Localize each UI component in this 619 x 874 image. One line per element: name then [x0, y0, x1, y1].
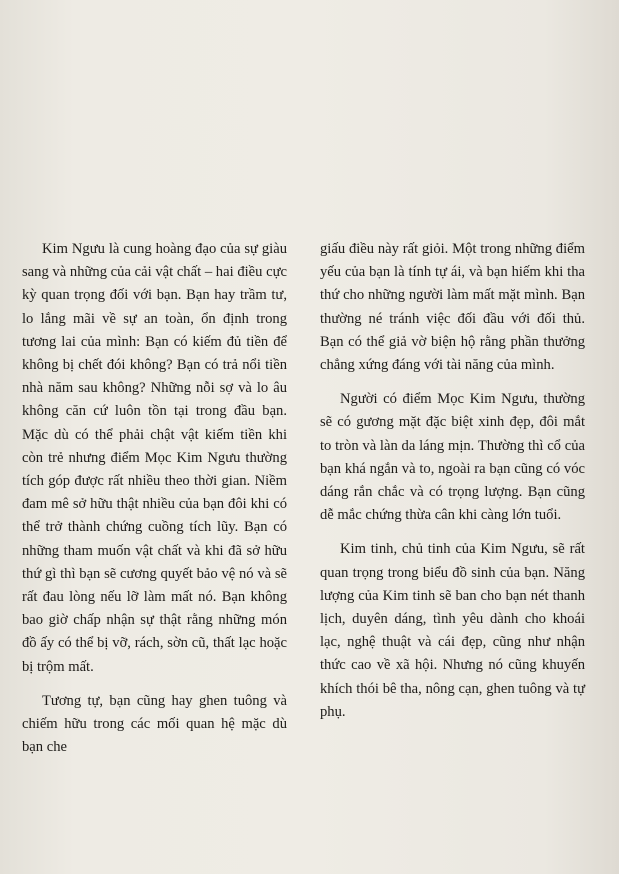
paragraph-continuation: giấu điều này rất giỏi. Một trong những điểm yếu của bạn là tính tự ái, và bạn hiếm khi tha thứ cho những người làm mất mặt mình. Bạn thường né tránh việc đối đầu với đối thủ. Bạn có thể giả vờ biện hộ rằng phần thưởng chẳng xứng đáng với tài năng của mình. [320, 241, 585, 374]
paragraph: Kim Ngưu là cung hoàng đạo của sự giàu sang và những của cải vật chất – hai điều cực kỳ quan trọng đối với bạn. Bạn hay trầm tư, lo lắng mãi về sự an toàn, ổn định trong tương lai của mình: Bạn có kiếm đủ tiền để không bị chết đói không? Bạn có trả nổi tiền nhà năm sau không? Những nỗi sợ và lo âu không căn cứ luôn tồn tại trong đầu bạn. Mặc dù có thể phải chật vật kiếm tiền khi còn trẻ nhưng điểm Mọc Kim Ngưu thường tích góp được rất nhiều theo thời gian. Niềm đam mê sở hữu thật nhiều của bạn đôi khi có thể trở thành chứng cuồng tích lũy. Bạn có những tham muốn vật chất và khi đã sở hữu thứ gì thì bạn sẽ cương quyết bảo vệ nó và sẽ rất đau lòng nếu lỡ làm mất nó. Bạn không bao giờ chấp nhận sự thật rằng những món đồ ấy có thể bị vỡ, rách, sờn cũ, thất lạc hoặc bị trộm mất. [22, 241, 287, 675]
left-text-column [22, 238, 287, 770]
paragraph: Tương tự, bạn cũng hay ghen tuông và chiếm hữu trong các mối quan hệ mặc dù bạn che [22, 692, 287, 756]
paragraph: Kim tinh, chủ tinh của Kim Ngưu, sẽ rất quan trọng trong biểu đồ sinh của bạn. Năng lượng của Kim tinh sẽ ban cho bạn nét thanh lịch, duyên dáng, tình yêu dành cho khoái lạc, nghệ thuật và cái đẹp, cũng như nhận thức cao về xã hội. Nhưng nó cũng khuyến khích thói bê tha, nông cạn, ghen tuông và tự phụ. [320, 541, 585, 720]
paragraph: Người có điểm Mọc Kim Ngưu, thường sẽ có gương mặt đặc biệt xinh đẹp, đôi mắt to tròn và làn da láng mịn. Thường thì cổ của bạn khá ngắn và to, ngoài ra bạn cũng có vóc dáng rắn chắc và có trọng lượng. Bạn cũng dễ mắc chứng thừa cân khi càng lớn tuổi. [320, 391, 585, 524]
right-text-column [320, 238, 585, 735]
